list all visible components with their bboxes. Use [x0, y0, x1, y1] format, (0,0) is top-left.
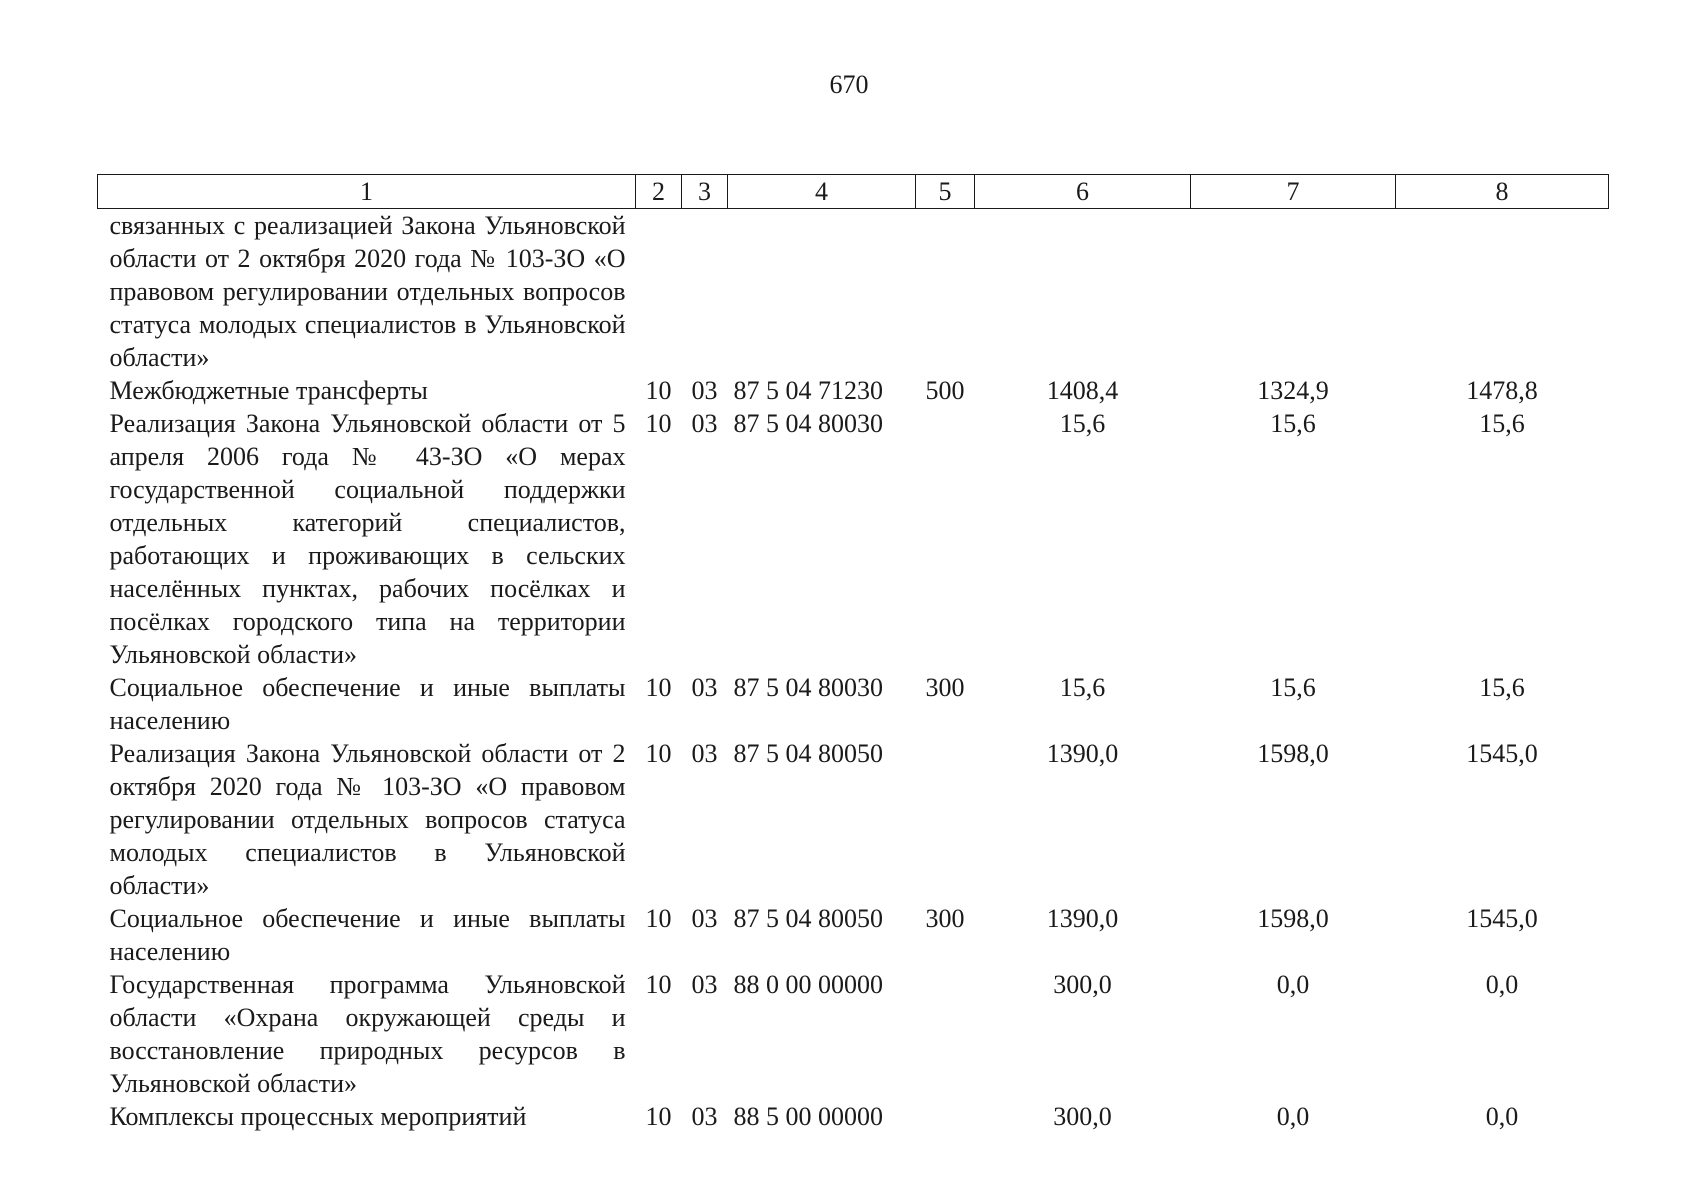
amount-col6: 1408,4: [1046, 376, 1119, 405]
amount-col7: 0,0: [1276, 970, 1310, 999]
section-code: [636, 209, 682, 375]
header-cell: 7: [1191, 175, 1396, 209]
table-row: [98, 902, 1609, 968]
target-article-code: [728, 209, 916, 375]
target-article-code: 88 0 00 00000: [733, 970, 883, 999]
subsection-code: 03: [691, 673, 718, 702]
section-code: 10: [645, 673, 672, 702]
section-code: 10: [645, 376, 672, 405]
target-article-code: 88 5 00 00000: [733, 1102, 883, 1131]
expense-type-code: [916, 209, 975, 375]
header-cell: 5: [916, 175, 975, 209]
table-row: [98, 407, 1609, 671]
amount-col7: 15,6: [1270, 409, 1316, 438]
expense-type-code: [916, 407, 975, 671]
expense-type-code: [916, 968, 975, 1100]
expense-type-code: [916, 1100, 975, 1133]
amount-col6: 300,0: [1053, 970, 1112, 999]
amount-col8: 1545,0: [1466, 904, 1538, 933]
subsection-code: 03: [691, 376, 718, 405]
row-description: Социальное обеспечение и иные выплаты населению: [109, 904, 626, 966]
amount-col7: [1191, 209, 1396, 375]
header-cell: 2: [636, 175, 682, 209]
row-description: Комплексы процессных мероприятий: [109, 1102, 527, 1131]
amount-col8: 1545,0: [1466, 739, 1538, 768]
table-row: [98, 737, 1609, 902]
expense-type-code: 300: [925, 904, 965, 933]
row-description: Государственная программа Ульяновской области «Охрана окружающей среды и восстановление природных ресурсов в Ульяновской области»: [109, 970, 626, 1098]
subsection-code: 03: [691, 970, 718, 999]
section-code: 10: [645, 904, 672, 933]
amount-col7: 0,0: [1276, 1102, 1310, 1131]
header-cell: 1: [98, 175, 636, 209]
subsection-code: [682, 209, 728, 375]
expense-type-code: [916, 737, 975, 902]
amount-col8: [1396, 209, 1609, 375]
table-row: [98, 209, 1609, 375]
section-code: 10: [645, 409, 672, 438]
target-article-code: 87 5 04 71230: [733, 376, 883, 405]
section-code: 10: [645, 1102, 672, 1131]
table-row: [98, 1100, 1609, 1133]
row-description: Социальное обеспечение и иные выплаты населению: [109, 673, 626, 735]
header-cell: 8: [1396, 175, 1609, 209]
row-description: Межбюджетные трансферты: [109, 376, 428, 405]
header-cell: 3: [682, 175, 728, 209]
amount-col7: 1598,0: [1257, 904, 1329, 933]
amount-col6: 1390,0: [1046, 904, 1119, 933]
table-body: [98, 209, 1609, 1134]
amount-col6: 1390,0: [1046, 739, 1119, 768]
expense-type-code: 300: [925, 673, 965, 702]
target-article-code: 87 5 04 80030: [733, 409, 883, 438]
header-cell: 6: [975, 175, 1191, 209]
amount-col8: 0,0: [1485, 970, 1519, 999]
expense-type-code: 500: [925, 376, 965, 405]
amount-col6: 300,0: [1053, 1102, 1112, 1131]
amount-col7: 1324,9: [1257, 376, 1329, 405]
table-row: [98, 968, 1609, 1100]
subsection-code: 03: [691, 409, 718, 438]
header-cell: 4: [728, 175, 916, 209]
target-article-code: 87 5 04 80030: [733, 673, 883, 702]
amount-col7: 1598,0: [1257, 739, 1329, 768]
subsection-code: 03: [691, 904, 718, 933]
page-number: 670: [829, 70, 869, 99]
row-description: связанных с реализацией Закона Ульяновской области от 2 октября 2020 года № 103-ЗО «О правовом регулировании отдельных вопросов статуса молодых специалистов в Ульяновской области»: [109, 211, 626, 372]
amount-col8: 0,0: [1485, 1102, 1519, 1131]
table-row: [98, 374, 1609, 407]
row-description: Реализация Закона Ульяновской области от 2 октября 2020 года № 103-ЗО «О правовом регулировании отдельных вопросов статуса молодых специалистов в Ульяновской области»: [109, 739, 626, 900]
table-row: [98, 671, 1609, 737]
header-row: [98, 175, 1609, 209]
amount-col8: 15,6: [1479, 673, 1525, 702]
subsection-code: 03: [691, 1102, 718, 1131]
amount-col8: 1478,8: [1466, 376, 1538, 405]
section-code: 10: [645, 970, 672, 999]
amount-col7: 15,6: [1270, 673, 1316, 702]
table-header: [98, 175, 1609, 209]
target-article-code: 87 5 04 80050: [733, 739, 883, 768]
amount-col6: 15,6: [1059, 409, 1106, 438]
amount-col6: 15,6: [1059, 673, 1106, 702]
budget-table: [97, 174, 1609, 1133]
amount-col8: 15,6: [1479, 409, 1525, 438]
amount-col6: [975, 209, 1191, 375]
target-article-code: 87 5 04 80050: [733, 904, 883, 933]
section-code: 10: [645, 739, 672, 768]
row-description: Реализация Закона Ульяновской области от 5 апреля 2006 года № 43-ЗО «О мерах государственной социальной поддержки отдельных категорий специалистов, работающих и проживающих в сельских населённых пунктах, рабочих посёлках и посёлках городского типа на территории Ульяновской области»: [109, 409, 626, 669]
subsection-code: 03: [691, 739, 718, 768]
